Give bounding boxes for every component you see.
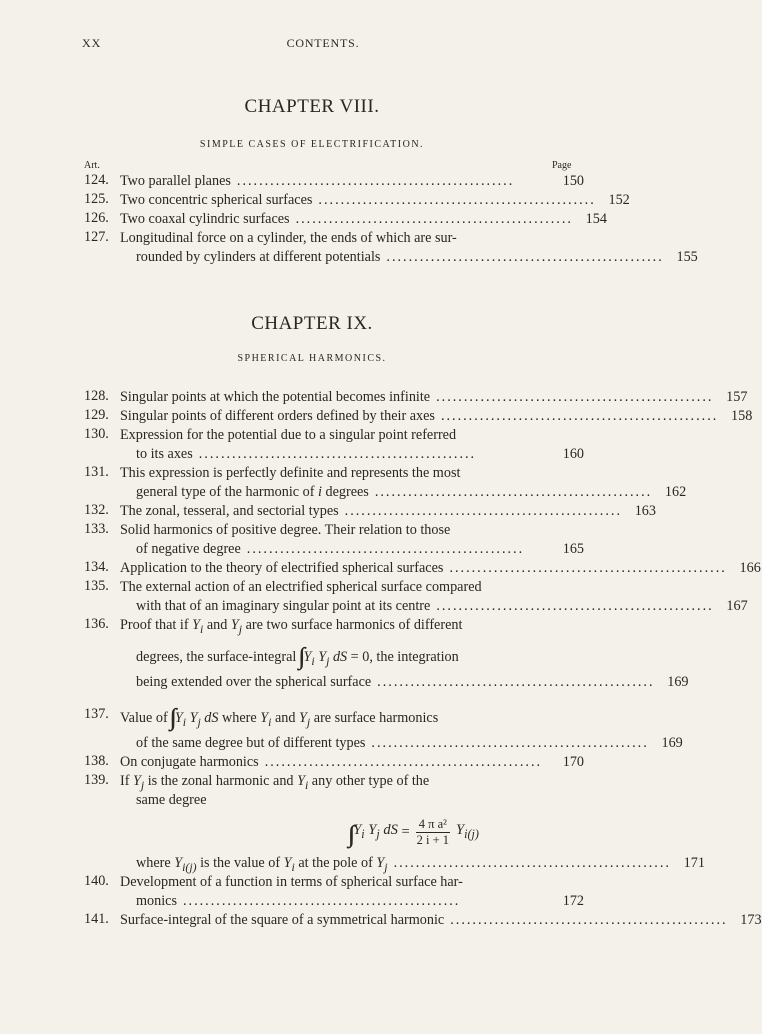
- toc-entry-136: 136. Proof that if $Y_i$ and $Y_j$ are two surface harmonics of different degrees, the surface-integral∫∫ $Y_i$ $Y_j$ dS = 0, the integration being extended over the spherical surface .................................................. 169: [84, 616, 689, 690]
- entry-text: degrees, the surface-integral: [136, 649, 297, 665]
- entry-title-line2: with that of an imaginary singular point at its centre: [136, 598, 431, 614]
- entry-text: is the zonal harmonic and: [147, 773, 294, 789]
- entry-page: 166: [739, 560, 761, 576]
- article-number: 125.: [84, 191, 109, 207]
- entry-page: 155: [676, 249, 698, 265]
- entry-page: 154: [585, 211, 607, 227]
- chapter-9-contents: [84, 388, 762, 930]
- entry-text: are surface harmonics: [313, 710, 439, 726]
- toc-entry-129: 129. Singular points of different orders defined by their axes .................................................. 158: [84, 407, 753, 424]
- entry-title: Surface-integral of the square of a symmetrical harmonic: [120, 912, 445, 928]
- entry-page: 152: [608, 192, 630, 208]
- entry-text: and: [274, 710, 296, 726]
- article-number: 137.: [84, 706, 109, 722]
- toc-entry-128: 128. Singular points at which the potential becomes infinite .................................................. 157: [84, 388, 748, 405]
- toc-entry-137: 137. Value of∫∫ $Y_i$ $Y_j$ dS where $Y_i$ and $Y_j$ are surface harmonics of the same degree but of different types .................................................. 169: [84, 696, 584, 753]
- chapter-9-title: CHAPTER IX.: [251, 313, 373, 334]
- article-number: 124.: [84, 172, 109, 188]
- entry-title-line2: of the same degree but of different types: [136, 735, 366, 751]
- entry-title-line2: of negative degree: [136, 541, 241, 557]
- entry-title-line3: being extended over the spherical surface: [136, 674, 372, 690]
- entry-title-line1: Longitudinal force on a cylinder, the ends of which are sur-: [120, 230, 457, 246]
- article-number: 129.: [84, 407, 109, 423]
- entry-page: 167: [726, 598, 748, 614]
- entry-text: degrees: [325, 484, 369, 500]
- entry-title-line1: Development of a function in terms of spherical surface har-: [120, 874, 463, 890]
- running-title: CONTENTS.: [286, 36, 360, 50]
- double-integral-symbol: ∫∫: [298, 644, 300, 670]
- entry-title: Two parallel planes: [120, 173, 231, 189]
- fraction-numerator: 4 π a²: [416, 817, 450, 833]
- article-number: 127.: [84, 229, 109, 245]
- article-number: 138.: [84, 753, 109, 769]
- entry-text: If: [120, 773, 130, 789]
- article-number: 139.: [84, 772, 109, 788]
- entry-page: 172: [562, 893, 584, 909]
- entry-text: where: [222, 710, 257, 726]
- entry-page: 169: [667, 674, 689, 690]
- entry-page: 163: [634, 503, 656, 519]
- toc-entry-140: 140. Development of a function in terms of spherical surface har- monics .................................................. 172: [84, 873, 584, 909]
- toc-entry-134: 134. Application to the theory of electrified spherical surfaces .................................................. 166: [84, 559, 761, 576]
- toc-entry-130: 130. Expression for the potential due to a singular point referred to its axes .................................................. 160: [84, 426, 584, 462]
- entry-title: Singular points at which the potential becomes infinite: [120, 389, 431, 405]
- article-number: 132.: [84, 502, 109, 518]
- page-number-roman: XX: [82, 36, 102, 50]
- running-head: [82, 36, 564, 56]
- entry-text: and: [206, 617, 228, 633]
- toc-entry-125: 125. Two concentric spherical surfaces .................................................. 152: [84, 191, 630, 208]
- entry-page: 169: [661, 735, 683, 751]
- entry-page: 173: [740, 912, 762, 928]
- entry-title-line2: to its axes: [136, 446, 193, 462]
- article-number: 133.: [84, 521, 109, 537]
- page-column-label: Page: [552, 160, 572, 171]
- entry-page: 165: [562, 541, 584, 557]
- entry-page: 171: [683, 855, 705, 871]
- entry-text: where: [136, 855, 171, 871]
- chapter-9-subtitle: SPHERICAL HARMONICS.: [237, 353, 387, 364]
- entry-title: Application to the theory of electrified spherical surfaces: [120, 560, 444, 576]
- toc-entry-138: 138. On conjugate harmonics .................................................. 170: [84, 753, 584, 770]
- entry-title-line1: Solid harmonics of positive degree. Their relation to those: [120, 522, 451, 538]
- article-number: 134.: [84, 559, 109, 575]
- entry-page: 160: [562, 446, 584, 462]
- toc-entry-126: 126. Two coaxal cylindric surfaces .................................................. 154: [84, 210, 607, 227]
- entry-title-line1: Expression for the potential due to a singular point referred: [120, 427, 457, 443]
- toc-entry-139: 139. If $Y_j$ is the zonal harmonic and $Y_i$ any other type of the same degree ∫∫ $Y_i$ $Y_j$ dS = $\frac{\text{4 π a²}}{2 i + 1}$ $Y_{i(j)}$ where $Y_{i(j)}$ is the value of $Y_i$ at the pole of $Y_j$ .................................................. 171: [84, 772, 705, 874]
- art-column-label: Art.: [84, 160, 100, 171]
- chapter-8-subtitle: SIMPLE CASES OF ELECTRIFICATION.: [199, 139, 425, 150]
- entry-text: are two surface harmonics of different: [245, 617, 463, 633]
- entry-title: Two coaxal cylindric surfaces: [120, 211, 290, 227]
- toc-entry-141: 141. Surface-integral of the square of a symmetrical harmonic .................................................. 173: [84, 911, 762, 928]
- entry-title: Singular points of different orders defined by their axes: [120, 408, 435, 424]
- article-number: 141.: [84, 911, 109, 927]
- entry-title: Two concentric spherical surfaces: [120, 192, 313, 208]
- entry-page: 150: [562, 173, 584, 189]
- entry-text: Value of: [120, 710, 168, 726]
- toc-entry-124: 124. Two parallel planes .................................................. 150: [84, 172, 584, 189]
- entry-text: general type of the harmonic of: [136, 484, 315, 500]
- entry-page: 162: [664, 484, 687, 500]
- toc-entry-135: 135. The external action of an electrified spherical surface compared with that of an imaginary singular point at its centre .................................................. 167: [84, 578, 748, 614]
- article-number: 136.: [84, 616, 109, 632]
- toc-entry-132: 132. The zonal, tesseral, and sectorial types .................................................. 163: [84, 502, 656, 519]
- entry-title-line1: This expression is perfectly definite and represents the most: [120, 465, 461, 481]
- article-number: 130.: [84, 426, 109, 442]
- article-number: 126.: [84, 210, 109, 226]
- entry-page: 157: [726, 389, 748, 405]
- fraction-denominator: 2 i + 1: [416, 832, 450, 847]
- chapter-8-contents: [84, 172, 698, 267]
- entry-text: at the pole of: [298, 855, 373, 871]
- entry-title-line2: same degree: [136, 792, 207, 808]
- toc-entry-133: 133. Solid harmonics of positive degree. Their relation to those of negative degree .................................................. 165: [84, 521, 584, 557]
- entry-page: 170: [562, 754, 584, 770]
- entry-page: 158: [731, 408, 753, 424]
- entry-text: any other type of the: [311, 773, 430, 789]
- toc-entry-127: 127. Longitudinal force on a cylinder, the ends of which are sur- rounded by cylinders at different potentials .................................................. 155: [84, 229, 698, 265]
- entry-text: is the value of: [200, 855, 281, 871]
- entry-text: = 0, the integration: [350, 649, 459, 665]
- article-number: 128.: [84, 388, 109, 404]
- article-number: 135.: [84, 578, 109, 594]
- entry-title: The zonal, tesseral, and sectorial types: [120, 503, 339, 519]
- chapter-8-title: CHAPTER VIII.: [244, 96, 380, 117]
- entry-title-line2: monics: [136, 893, 177, 909]
- entry-title-line2: rounded by cylinders at different potentials: [136, 249, 381, 265]
- entry-title: On conjugate harmonics: [120, 754, 259, 770]
- double-integral-symbol: ∫∫: [169, 705, 171, 731]
- display-formula: ∫∫ $Y_i$ $Y_j$ dS = $\frac{\text{4 π a²}}{2 i + 1}$ $Y_{i(j)}$: [348, 816, 479, 848]
- toc-entry-131: 131. This expression is perfectly definite and represents the most general type of the harmonic of i degrees .................................................. 162: [84, 464, 687, 500]
- entry-text: Proof that if: [120, 617, 189, 633]
- entry-title-line1: The external action of an electrified spherical surface compared: [120, 579, 482, 595]
- article-number: 131.: [84, 464, 109, 480]
- article-number: 140.: [84, 873, 109, 889]
